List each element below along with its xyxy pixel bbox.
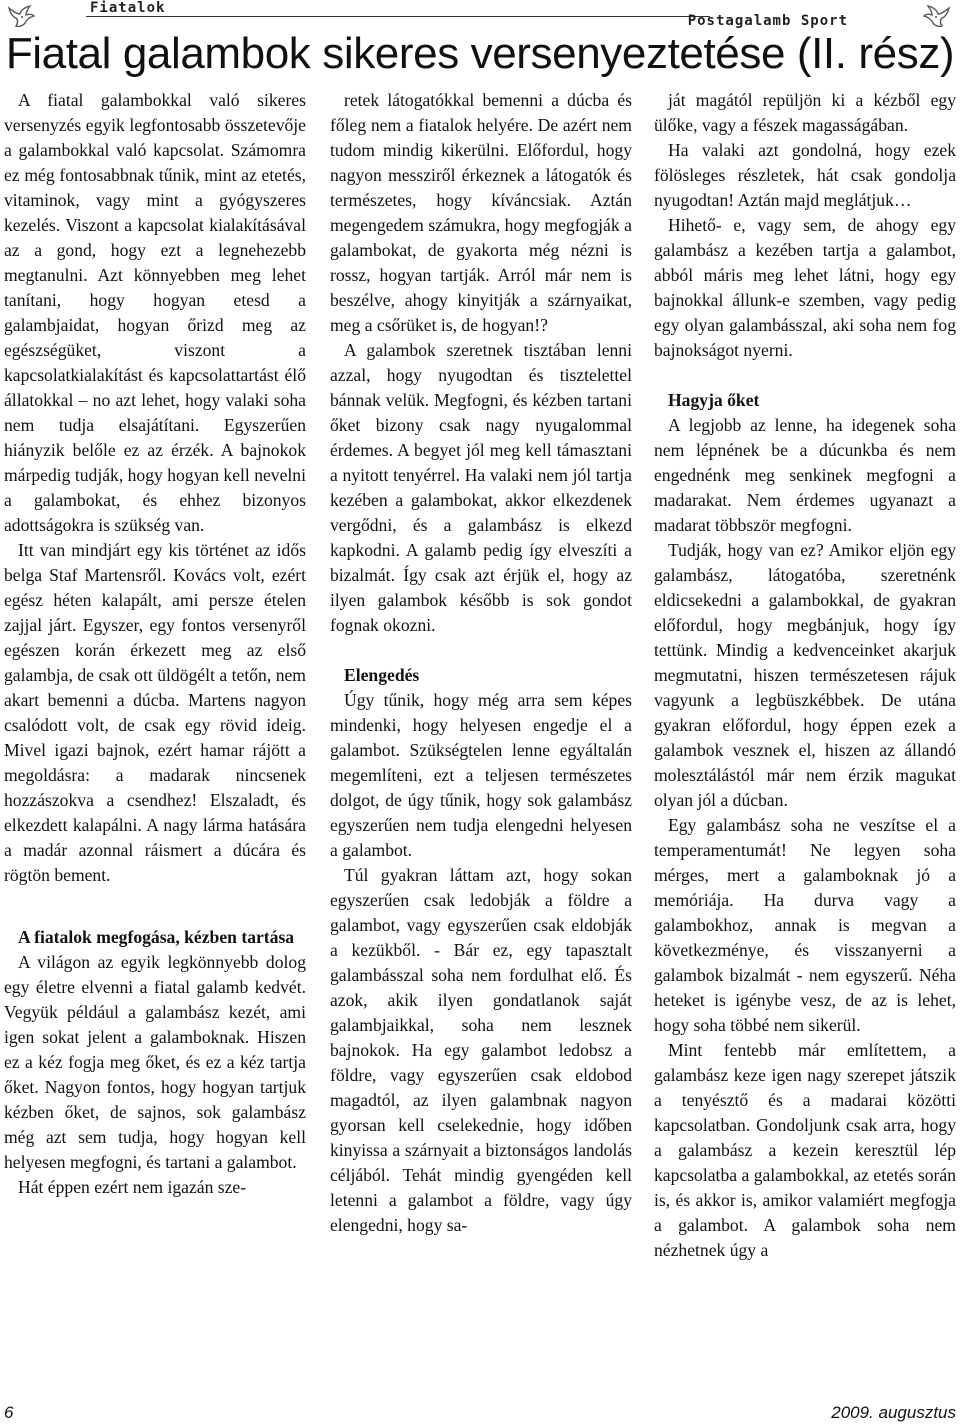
paragraph: A fiatal galambokkal való sikeres versenyzés egyik legfontosabb összetevője a galambokkal való kapcsolat. Számomra ez még fontosabbnak tűnik, mint az etetés, vitaminok, vagy mint a gyógyszeres kezelés. Viszont a kapcsolat kialakításával az a gond, hogy ezt a legnehezebb megtanulni. Azt könnyebben meg lehet tanítani, hogy hogyan etesd a galambjaidat, hogyan őrizd meg az egészségüket, viszont a kapcsolatkialakítást és kapcsolattartást élő állatokkal – no azt lehet, hogy valaki soha nem tudja elsajátítani. Egyszerűen hiányzik belőle ez az érzék. A bajnokok márpedig tudják, hogy hogyan kell nevelni a galambokat, és ehhez bizonyos adottságokra is szükség van. (4, 90, 306, 535)
paragraph: Tudják, hogy van ez? Amikor eljön egy galambász, látogatóba, szeretnénk eldicsekedni a galambokkal, de gyakran előfordul, hogy megbánjuk, hogy így tettünk. Mindig a kedvenceinket akarjuk megmutatni, hiszen természetesen rájuk vagyunk a legbüszkébbek. De utána gyakran előfordul, hogy éppen ezek a galambok vesznek el, hiszen az állandó molesztálástól már nem érzik magukat olyan jól a dúcban. (654, 540, 956, 810)
paragraph: Hát éppen ezért nem igazán sze- (18, 1177, 247, 1197)
subheading: Hagyja őket (668, 390, 760, 410)
paragraph: Egy galambász soha ne veszítse el a temperamentumát! Ne legyen soha mérges, mert a galamboknak jó a memóriája. Ha durva vagy a galambokhoz, annak is megvan a következménye, és visszanyerni a galambok bizalmát - nem egyszerű. Néha heteket is igénybe vesz, de az is lehet, hogy soha többé nem sikerül. (654, 815, 956, 1035)
paragraph: ját magától repüljön ki a kézből egy ülőke, vagy a fészek magasságában. (654, 90, 956, 135)
section-label-right: Postagalamb Sport (687, 13, 848, 29)
article-column-1 (4, 88, 306, 1200)
article-column-3 (654, 88, 956, 1263)
header-rule-right (440, 16, 710, 17)
page-number: 6 (4, 1403, 14, 1422)
paragraph: Mint fentebb már említettem, a galambász keze igen nagy szerepet játszik a tenyésztő és a madarai közötti kapcsolatban. Gondoljunk csak arra, hogy a galambász a kezein keresztül lép kapcsolatba a galambokkal, az etetés során is, és akkor is, amikor valamiért megfogja a galambot. A galambok soha nem nézhetnek úgy a (654, 1040, 956, 1260)
paragraph: A galambok szeretnek tisztában lenni azzal, hogy nyugodtan és tisztelettel bánnak velük. Megfogni, és kézben tartani őket bizony csak nagy nyugalommal érdemes. A begyet jól meg kell támasztani a nyitott tenyérrel. Ha valaki nem jól tartja kezében a galambokat, akkor elkezdenek vergődni, és a galambász is elkezd kapkodni. A galamb pedig így elveszíti a bizalmát. Így csak azt érjük el, hogy az ilyen galambok később is sok gondot fognak okozni. (330, 340, 632, 635)
paragraph: Itt van mindjárt egy kis történet az idős belga Staf Martensről. Kovács volt, ezért egész héten kalapált, ami persze ételen zajjal járt. Egyszer, egy fontos versenyről egészen korán érkezett meg az első galambja, de csak ott üldögélt a tetőn, nem akart bemenni a dúcba. Martens nagyon csalódott volt, de csak egy rövid ideig. Mivel igazi bajnok, ezért hamar rájött a megoldásra: a madarak nincsenek hozzászokva a csendhez! Elszaladt, és elkezdett kalapálni. A nagy lárma hatására a madár azonnal ráismert a dúcára és rögtön bement. (4, 540, 306, 885)
paragraph: A világon az egyik legkönnyebb dolog egy életre elvenni a fiatal galamb kedvét. Vegyük például a galambász kezét, ami igen sokat jelent a galamboknak. Hiszen ez a kéz fogja meg őket, és ez a kéz tartja őket. Nagyon fontos, hogy hogyan tartjuk kézben őket, de sajnos, sok galambász még azt sem tudja, hogy hogyan kell helyesen megfogni, és tartani a galambot. (4, 952, 306, 1172)
paragraph: Ha valaki azt gondolná, hogy ezek fölösleges részletek, hát csak gondolja nyugodtan! Aztán majd meglátjuk… (654, 140, 956, 210)
article-title: Fiatal galambok sikeres versenyeztetése (II. rész) (5, 29, 955, 78)
paragraph: Túl gyakran láttam azt, hogy sokan egyszerűen csak ledobják a földre a galambot, vagy egyszerűen csak eldobják a kezükből. - Bár ez, egy tapasztalt galambásszal soha nem fordulhat elő. És azok, akik ilyen gondatlanok saját galambjaikkal, soha nem lesznek bajnokok. Ha egy galambot ledobsz a földre, vagy egyszerűen csak eldobod magadtól, az ilyen galambnak nagyon gyorsan kell cselekednie, hogy időben kinyissa a szárnyait a biztonságos landolás céljából. Tehát mindig gyengéden kell letenni a galambot a földre, vagy úgy elengedni, hogy sa- (330, 865, 632, 1235)
paragraph: Hihető- e, vagy sem, de ahogy egy galambász a kezében tartja a galambot, abból máris meg lehet látni, hogy egy bajnokkal állunk-e szemben, vagy pedig egy olyan galambásszal, aki soha nem fog bajnokságot nyerni. (654, 215, 956, 360)
section-label-left: Fiatalok (90, 0, 166, 16)
paragraph: retek látogatókkal bemenni a dúcba és főleg nem a fiatalok helyére. De azért nem tudom mindig kikerülni. Előfordul, hogy nagyon messziről érkeznek a látogatók és természetes, hogy kíváncsiak. Aztán megengedem számukra, hogy megfogják a galambokat, de gyakorta még nézni is rossz, hogyan tartják. Arról már nem is beszélve, ahogy kinyitják a szárnyaikat, meg a csőrüket is, de hogyan!? (330, 90, 632, 335)
subheading: Elengedés (344, 665, 420, 685)
issue-date: 2009. augusztus (831, 1403, 956, 1422)
article-column-2 (330, 88, 632, 1238)
header-rule-left (86, 16, 440, 17)
subheading: A fiatalok megfogása, kézben tartása (18, 927, 295, 947)
paragraph: Úgy tűnik, hogy még arra sem képes mindenki, hogy helyesen engedje el a galambot. Szükségtelen lenne egyáltalán megemlíteni, ezt a teljesen természetes dolgot, de úgy tűnik, hogy sok galambász egyszerűen nem tudja elengedni helyesen a galambot. (330, 690, 632, 860)
paragraph: A legjobb az lenne, ha idegenek soha nem lépnének be a dúcunkba és nem engednénk meg senkinek megfogni a madarakat. Nem érdemes ugyanazt a madarat többször megfogni. (654, 415, 956, 535)
